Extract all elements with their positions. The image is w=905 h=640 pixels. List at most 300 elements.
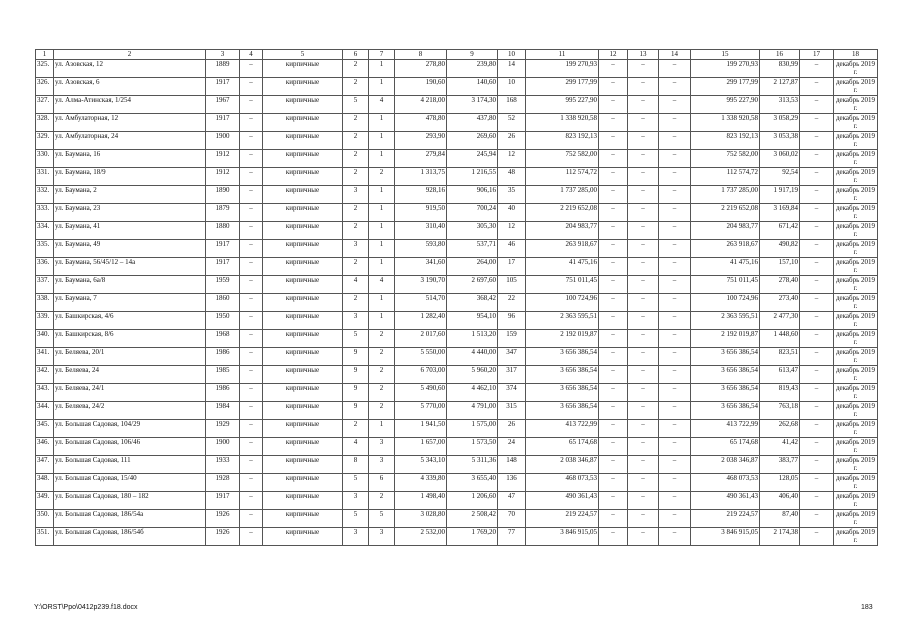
table-cell-col-10: 317	[498, 366, 526, 384]
table-cell-col-11: 995 227,90	[526, 96, 599, 114]
table-cell-col-5: кирпичные	[263, 204, 343, 222]
table-cell-col-18: декабрь 2019 г.	[834, 150, 878, 168]
table-cell-col-11: 751 011,45	[526, 276, 599, 294]
table-cell-col-16: 406,40	[760, 492, 800, 510]
table-cell-col-2: ул. Азовская, 6	[54, 78, 206, 96]
table-cell-col-3: 1912	[206, 150, 240, 168]
table-cell-col-2: ул. Баумана, 7	[54, 294, 206, 312]
table-cell-col-11: 468 073,53	[526, 474, 599, 492]
table-cell-col-7: 2	[369, 330, 395, 348]
table-cell-col-12: –	[599, 492, 628, 510]
table-cell-col-3: 1985	[206, 366, 240, 384]
table-cell-col-5: кирпичные	[263, 240, 343, 258]
table-cell-col-2: ул. Беляева, 24	[54, 366, 206, 384]
table-cell-col-4: –	[240, 96, 263, 114]
table-cell-col-15: 751 011,45	[691, 276, 760, 294]
table-cell-col-12: –	[599, 60, 628, 78]
table-cell-col-6: 2	[343, 204, 369, 222]
table-cell-col-10: 77	[498, 528, 526, 546]
table-cell-col-9: 4 440,00	[447, 348, 498, 366]
table-cell-col-9: 5 311,36	[447, 456, 498, 474]
table-cell-col-12: –	[599, 312, 628, 330]
table-cell-col-13: –	[628, 78, 659, 96]
table-cell-col-12: –	[599, 456, 628, 474]
table-cell-col-18: декабрь 2019 г.	[834, 312, 878, 330]
table-cell-col-16: 3 053,38	[760, 132, 800, 150]
table-cell-col-17: –	[800, 456, 834, 474]
column-header-7: 7	[369, 50, 395, 60]
table-cell-col-6: 2	[343, 258, 369, 276]
table-cell-col-17: –	[800, 114, 834, 132]
table-cell-col-13: –	[628, 402, 659, 420]
table-cell-col-9: 906,16	[447, 186, 498, 204]
table-cell-col-13: –	[628, 528, 659, 546]
table-cell-col-1: 333.	[36, 204, 54, 222]
table-cell-col-7: 5	[369, 510, 395, 528]
table-row	[36, 348, 878, 366]
table-cell-col-14: –	[659, 240, 691, 258]
table-cell-col-17: –	[800, 312, 834, 330]
column-header-16: 16	[760, 50, 800, 60]
table-cell-col-15: 1 338 920,58	[691, 114, 760, 132]
table-cell-col-11: 1 737 285,00	[526, 186, 599, 204]
table-cell-col-8: 3 190,70	[395, 276, 447, 294]
table-row	[36, 186, 878, 204]
table-cell-col-2: ул. Баумана, 2	[54, 186, 206, 204]
table-cell-col-13: –	[628, 366, 659, 384]
table-cell-col-2: ул. Башкирская, 8/6	[54, 330, 206, 348]
table-cell-col-1: 326.	[36, 78, 54, 96]
table-row	[36, 438, 878, 456]
table-cell-col-9: 4 462,10	[447, 384, 498, 402]
table-cell-col-17: –	[800, 330, 834, 348]
table-cell-col-1: 337.	[36, 276, 54, 294]
table-cell-col-11: 219 224,57	[526, 510, 599, 528]
table-cell-col-18: декабрь 2019 г.	[834, 186, 878, 204]
table-cell-col-10: 136	[498, 474, 526, 492]
table-cell-col-11: 3 656 386,54	[526, 366, 599, 384]
table-cell-col-16: 671,42	[760, 222, 800, 240]
table-cell-col-18: декабрь 2019 г.	[834, 366, 878, 384]
table-cell-col-16: 490,82	[760, 240, 800, 258]
table-cell-col-2: ул. Баумана, 41	[54, 222, 206, 240]
table-cell-col-5: кирпичные	[263, 222, 343, 240]
table-cell-col-17: –	[800, 366, 834, 384]
table-cell-col-6: 4	[343, 438, 369, 456]
table-cell-col-18: декабрь 2019 г.	[834, 60, 878, 78]
table-cell-col-18: декабрь 2019 г.	[834, 96, 878, 114]
table-cell-col-18: декабрь 2019 г.	[834, 222, 878, 240]
table-cell-col-7: 1	[369, 132, 395, 150]
table-row	[36, 276, 878, 294]
table-cell-col-17: –	[800, 510, 834, 528]
table-cell-col-14: –	[659, 474, 691, 492]
table-cell-col-8: 278,80	[395, 60, 447, 78]
table-cell-col-1: 351.	[36, 528, 54, 546]
table-cell-col-12: –	[599, 330, 628, 348]
table-cell-col-16: 3 060,02	[760, 150, 800, 168]
column-header-5: 5	[263, 50, 343, 60]
table-cell-col-10: 12	[498, 150, 526, 168]
table-cell-col-6: 5	[343, 474, 369, 492]
document-table	[35, 49, 878, 546]
table-cell-col-4: –	[240, 78, 263, 96]
table-cell-col-2: ул. Большая Садовая, 180 – 182	[54, 492, 206, 510]
table-cell-col-12: –	[599, 150, 628, 168]
table-cell-col-14: –	[659, 96, 691, 114]
table-row	[36, 294, 878, 312]
table-row	[36, 240, 878, 258]
table-cell-col-10: 22	[498, 294, 526, 312]
table-cell-col-6: 2	[343, 114, 369, 132]
table-cell-col-17: –	[800, 60, 834, 78]
table-cell-col-18: декабрь 2019 г.	[834, 510, 878, 528]
table-cell-col-16: 41,42	[760, 438, 800, 456]
table-cell-col-7: 1	[369, 60, 395, 78]
table-cell-col-15: 204 983,77	[691, 222, 760, 240]
table-cell-col-8: 928,16	[395, 186, 447, 204]
table-cell-col-8: 5 343,10	[395, 456, 447, 474]
table-cell-col-15: 3 656 386,54	[691, 384, 760, 402]
column-header-8: 8	[395, 50, 447, 60]
table-cell-col-12: –	[599, 420, 628, 438]
table-cell-col-10: 374	[498, 384, 526, 402]
table-cell-col-9: 437,80	[447, 114, 498, 132]
table-cell-col-17: –	[800, 168, 834, 186]
table-cell-col-4: –	[240, 438, 263, 456]
table-cell-col-1: 338.	[36, 294, 54, 312]
table-cell-col-2: ул. Беляева, 20/1	[54, 348, 206, 366]
table-cell-col-2: ул. Большая Садовая, 106/46	[54, 438, 206, 456]
table-cell-col-14: –	[659, 384, 691, 402]
table-cell-col-16: 1 448,60	[760, 330, 800, 348]
column-header-11: 11	[526, 50, 599, 60]
table-cell-col-15: 100 724,96	[691, 294, 760, 312]
table-cell-col-17: –	[800, 384, 834, 402]
table-cell-col-6: 3	[343, 186, 369, 204]
table-cell-col-8: 1 498,40	[395, 492, 447, 510]
table-cell-col-18: декабрь 2019 г.	[834, 168, 878, 186]
table-cell-col-11: 65 174,68	[526, 438, 599, 456]
table-row	[36, 96, 878, 114]
table-cell-col-14: –	[659, 510, 691, 528]
table-cell-col-6: 2	[343, 132, 369, 150]
table-cell-col-17: –	[800, 276, 834, 294]
table-cell-col-17: –	[800, 438, 834, 456]
table-cell-col-5: кирпичные	[263, 402, 343, 420]
table-cell-col-10: 159	[498, 330, 526, 348]
table-cell-col-1: 327.	[36, 96, 54, 114]
table-cell-col-6: 9	[343, 366, 369, 384]
table-cell-col-14: –	[659, 114, 691, 132]
table-cell-col-3: 1928	[206, 474, 240, 492]
table-cell-col-7: 1	[369, 312, 395, 330]
table-cell-col-8: 1 313,75	[395, 168, 447, 186]
table-cell-col-2: ул. Баумана, 49	[54, 240, 206, 258]
table-cell-col-5: кирпичные	[263, 294, 343, 312]
table-cell-col-7: 1	[369, 420, 395, 438]
table-cell-col-13: –	[628, 276, 659, 294]
table-cell-col-2: ул. Амбулаторная, 24	[54, 132, 206, 150]
table-cell-col-5: кирпичные	[263, 492, 343, 510]
table-cell-col-1: 342.	[36, 366, 54, 384]
column-header-9: 9	[447, 50, 498, 60]
table-cell-col-9: 1 513,20	[447, 330, 498, 348]
table-cell-col-12: –	[599, 132, 628, 150]
table-cell-col-4: –	[240, 150, 263, 168]
table-cell-col-8: 3 028,80	[395, 510, 447, 528]
table-cell-col-17: –	[800, 348, 834, 366]
table-cell-col-18: декабрь 2019 г.	[834, 402, 878, 420]
table-cell-col-6: 5	[343, 330, 369, 348]
table-cell-col-3: 1986	[206, 384, 240, 402]
table-cell-col-5: кирпичные	[263, 132, 343, 150]
table-cell-col-7: 2	[369, 348, 395, 366]
table-cell-col-17: –	[800, 78, 834, 96]
table-cell-col-7: 2	[369, 492, 395, 510]
table-cell-col-14: –	[659, 402, 691, 420]
table-cell-col-16: 278,40	[760, 276, 800, 294]
table-cell-col-13: –	[628, 420, 659, 438]
table-cell-col-5: кирпичные	[263, 384, 343, 402]
table-cell-col-2: ул. Башкирская, 4/6	[54, 312, 206, 330]
table-cell-col-15: 3 656 386,54	[691, 348, 760, 366]
table-cell-col-2: ул. Большая Садовая, 111	[54, 456, 206, 474]
table-row	[36, 168, 878, 186]
table-cell-col-5: кирпичные	[263, 474, 343, 492]
table-cell-col-4: –	[240, 312, 263, 330]
table-cell-col-15: 3 656 386,54	[691, 366, 760, 384]
table-cell-col-2: ул. Большая Садовая, 186/54б	[54, 528, 206, 546]
table-cell-col-8: 1 282,40	[395, 312, 447, 330]
table-cell-col-12: –	[599, 294, 628, 312]
table-cell-col-10: 26	[498, 420, 526, 438]
table-cell-col-5: кирпичные	[263, 330, 343, 348]
table-cell-col-10: 46	[498, 240, 526, 258]
table-cell-col-7: 1	[369, 150, 395, 168]
table-cell-col-14: –	[659, 258, 691, 276]
table-cell-col-16: 313,53	[760, 96, 800, 114]
table-cell-col-4: –	[240, 222, 263, 240]
table-cell-col-16: 823,51	[760, 348, 800, 366]
table-cell-col-3: 1912	[206, 168, 240, 186]
table-cell-col-13: –	[628, 96, 659, 114]
table-cell-col-5: кирпичные	[263, 510, 343, 528]
table-cell-col-11: 41 475,16	[526, 258, 599, 276]
table-cell-col-14: –	[659, 528, 691, 546]
table-cell-col-11: 204 983,77	[526, 222, 599, 240]
table-cell-col-13: –	[628, 438, 659, 456]
table-cell-col-9: 5 960,20	[447, 366, 498, 384]
table-cell-col-7: 1	[369, 240, 395, 258]
table-cell-col-1: 348.	[36, 474, 54, 492]
table-cell-col-4: –	[240, 186, 263, 204]
table-cell-col-2: ул. Баумана, 6а/8	[54, 276, 206, 294]
table-cell-col-17: –	[800, 186, 834, 204]
table-cell-col-11: 2 192 019,87	[526, 330, 599, 348]
table-cell-col-2: ул. Большая Садовая, 186/54а	[54, 510, 206, 528]
table-cell-col-4: –	[240, 528, 263, 546]
table-cell-col-2: ул. Баумана, 23	[54, 204, 206, 222]
table-cell-col-3: 1917	[206, 78, 240, 96]
table-cell-col-7: 1	[369, 204, 395, 222]
table-row	[36, 78, 878, 96]
table-cell-col-13: –	[628, 258, 659, 276]
table-cell-col-4: –	[240, 114, 263, 132]
table-cell-col-9: 954,10	[447, 312, 498, 330]
table-cell-col-4: –	[240, 420, 263, 438]
table-cell-col-12: –	[599, 528, 628, 546]
table-cell-col-12: –	[599, 78, 628, 96]
table-cell-col-13: –	[628, 150, 659, 168]
table-cell-col-5: кирпичные	[263, 150, 343, 168]
table-cell-col-6: 3	[343, 528, 369, 546]
table-cell-col-12: –	[599, 276, 628, 294]
table-cell-col-15: 468 073,53	[691, 474, 760, 492]
table-cell-col-13: –	[628, 330, 659, 348]
table-cell-col-16: 157,10	[760, 258, 800, 276]
table-cell-col-10: 47	[498, 492, 526, 510]
table-row	[36, 366, 878, 384]
table-cell-col-11: 413 722,99	[526, 420, 599, 438]
table-cell-col-18: декабрь 2019 г.	[834, 114, 878, 132]
table-cell-col-1: 350.	[36, 510, 54, 528]
table-cell-col-8: 5 490,60	[395, 384, 447, 402]
table-cell-col-15: 263 918,67	[691, 240, 760, 258]
table-cell-col-15: 995 227,90	[691, 96, 760, 114]
table-cell-col-18: декабрь 2019 г.	[834, 240, 878, 258]
table-cell-col-17: –	[800, 96, 834, 114]
table-row	[36, 456, 878, 474]
table-cell-col-6: 2	[343, 78, 369, 96]
table-cell-col-9: 2 508,42	[447, 510, 498, 528]
table-cell-col-2: ул. Большая Садовая, 15/40	[54, 474, 206, 492]
table-cell-col-14: –	[659, 294, 691, 312]
table-cell-col-17: –	[800, 258, 834, 276]
table-cell-col-6: 2	[343, 420, 369, 438]
column-header-10: 10	[498, 50, 526, 60]
table-cell-col-1: 335.	[36, 240, 54, 258]
table-cell-col-14: –	[659, 60, 691, 78]
table-cell-col-2: ул. Большая Садовая, 104/29	[54, 420, 206, 438]
table-cell-col-10: 315	[498, 402, 526, 420]
table-cell-col-4: –	[240, 258, 263, 276]
table-cell-col-3: 1900	[206, 132, 240, 150]
table-cell-col-18: декабрь 2019 г.	[834, 330, 878, 348]
table-cell-col-8: 4 218,00	[395, 96, 447, 114]
column-header-18: 18	[834, 50, 878, 60]
table-cell-col-13: –	[628, 294, 659, 312]
table-row	[36, 492, 878, 510]
table-cell-col-10: 105	[498, 276, 526, 294]
table-row	[36, 150, 878, 168]
table-cell-col-8: 279,84	[395, 150, 447, 168]
table-cell-col-13: –	[628, 186, 659, 204]
table-cell-col-5: кирпичные	[263, 96, 343, 114]
table-cell-col-10: 26	[498, 132, 526, 150]
column-header-3: 3	[206, 50, 240, 60]
table-cell-col-13: –	[628, 474, 659, 492]
table-cell-col-16: 383,77	[760, 456, 800, 474]
table-cell-col-13: –	[628, 348, 659, 366]
table-cell-col-2: ул. Баумана, 18/9	[54, 168, 206, 186]
table-cell-col-7: 1	[369, 222, 395, 240]
table-cell-col-12: –	[599, 114, 628, 132]
table-cell-col-1: 336.	[36, 258, 54, 276]
table-cell-col-1: 329.	[36, 132, 54, 150]
table-cell-col-15: 41 475,16	[691, 258, 760, 276]
table-cell-col-18: декабрь 2019 г.	[834, 474, 878, 492]
table-cell-col-15: 219 224,57	[691, 510, 760, 528]
table-cell-col-7: 1	[369, 78, 395, 96]
table-cell-col-10: 12	[498, 222, 526, 240]
table-cell-col-13: –	[628, 204, 659, 222]
table-cell-col-13: –	[628, 240, 659, 258]
table-cell-col-13: –	[628, 384, 659, 402]
table-cell-col-11: 823 192,13	[526, 132, 599, 150]
table-cell-col-7: 2	[369, 168, 395, 186]
table-cell-col-10: 35	[498, 186, 526, 204]
table-cell-col-13: –	[628, 456, 659, 474]
table-cell-col-6: 4	[343, 276, 369, 294]
table-cell-col-12: –	[599, 240, 628, 258]
table-cell-col-10: 148	[498, 456, 526, 474]
table-cell-col-12: –	[599, 402, 628, 420]
table-cell-col-17: –	[800, 474, 834, 492]
table-cell-col-5: кирпичные	[263, 312, 343, 330]
table-cell-col-2: ул. Баумана, 56/45/12 – 14а	[54, 258, 206, 276]
table-cell-col-4: –	[240, 330, 263, 348]
table-cell-col-3: 1889	[206, 60, 240, 78]
table-cell-col-18: декабрь 2019 г.	[834, 276, 878, 294]
table-cell-col-16: 819,43	[760, 384, 800, 402]
table-cell-col-18: декабрь 2019 г.	[834, 348, 878, 366]
table-row	[36, 528, 878, 546]
table-cell-col-15: 2 038 346,87	[691, 456, 760, 474]
table-cell-col-7: 2	[369, 384, 395, 402]
table-cell-col-2: ул. Амбулаторная, 12	[54, 114, 206, 132]
table-cell-col-15: 2 363 595,51	[691, 312, 760, 330]
table-cell-col-16: 262,68	[760, 420, 800, 438]
table-cell-col-5: кирпичные	[263, 60, 343, 78]
table-cell-col-7: 3	[369, 528, 395, 546]
table-cell-col-9: 700,24	[447, 204, 498, 222]
table-cell-col-17: –	[800, 294, 834, 312]
table-body	[36, 60, 878, 546]
table-cell-col-6: 9	[343, 384, 369, 402]
table-cell-col-11: 3 846 915,05	[526, 528, 599, 546]
table-cell-col-11: 2 219 652,08	[526, 204, 599, 222]
table-cell-col-18: декабрь 2019 г.	[834, 528, 878, 546]
table-cell-col-6: 2	[343, 294, 369, 312]
table-cell-col-8: 341,60	[395, 258, 447, 276]
table-cell-col-15: 490 361,43	[691, 492, 760, 510]
table-row	[36, 258, 878, 276]
table-cell-col-5: кирпичные	[263, 276, 343, 294]
table-cell-col-6: 9	[343, 348, 369, 366]
table-cell-col-18: декабрь 2019 г.	[834, 258, 878, 276]
table-cell-col-11: 3 656 386,54	[526, 384, 599, 402]
table-cell-col-1: 343.	[36, 384, 54, 402]
table-cell-col-14: –	[659, 222, 691, 240]
table-cell-col-18: декабрь 2019 г.	[834, 384, 878, 402]
table-cell-col-6: 3	[343, 240, 369, 258]
table-cell-col-15: 2 192 019,87	[691, 330, 760, 348]
table-cell-col-12: –	[599, 204, 628, 222]
table-cell-col-1: 346.	[36, 438, 54, 456]
table-cell-col-1: 330.	[36, 150, 54, 168]
table-cell-col-5: кирпичные	[263, 114, 343, 132]
